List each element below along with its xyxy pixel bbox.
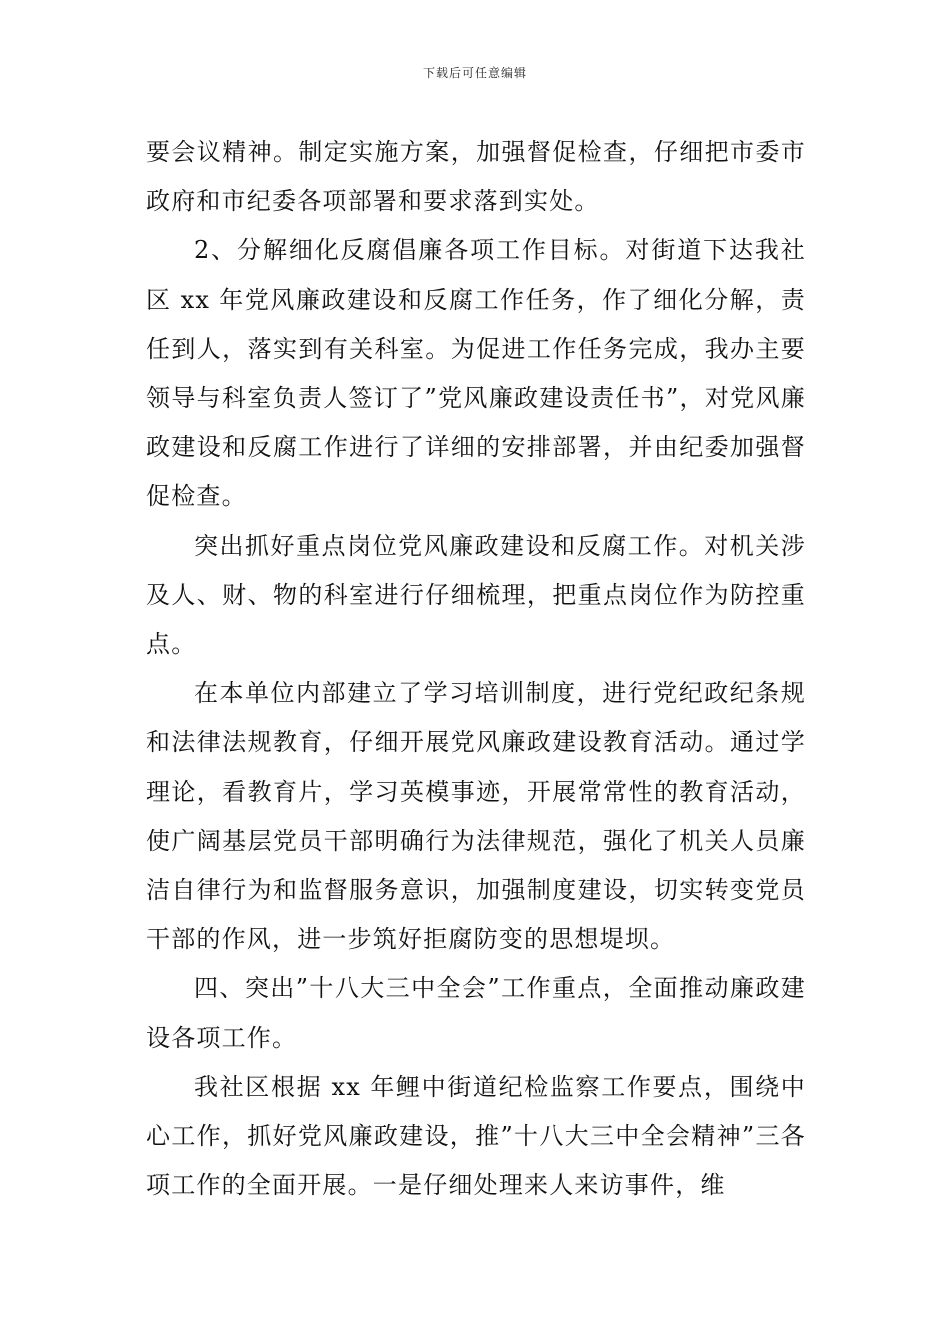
paragraph: 我社区根据 xx 年鲤中街道纪检监察工作要点，围绕中心工作，抓好党风廉政建设，推”十八大三中全会精神”三各项工作的全面开展。一是仔细处理来人来访事件，维 [146, 1072, 806, 1200]
paragraph: 2、分解细化反腐倡廉各项工作目标。对街道下达我社区 xx 年党风廉政建设和反腐工作任务，作了细化分解，责任到人，落实到有关科室。为促进工作任务完成，我办主要领导与科室负责人签订了”党风廉政建设责任书”，对党风廉政建设和反腐工作进行了详细的安排部署，并由纪委加强督促检查。 [146, 236, 806, 511]
section-heading: 四、突出”十八大三中全会”工作重点，全面推动廉政建设各项工作。 [146, 974, 806, 1052]
document-body [146, 128, 806, 1210]
paragraph: 在本单位内部建立了学习培训制度，进行党纪政纪条规和法律法规教育，仔细开展党风廉政建设教育活动。通过学理论，看教育片，学习英模事迹，开展常常性的教育活动，使广阔基层党员干部明确行为法律规范，强化了机关人员廉洁自律行为和监督服务意识，加强制度建设，切实转变党员干部的作风，进一步筑好拒腐防变的思想堤坝。 [146, 679, 806, 954]
page-header: 下载后可任意编辑 [422, 66, 527, 80]
paragraph: 突出抓好重点岗位党风廉政建设和反腐工作。对机关涉及人、财、物的科室进行仔细梳理，把重点岗位作为防控重点。 [146, 531, 806, 659]
paragraph: 要会议精神。制定实施方案，加强督促检查，仔细把市委市政府和市纪委各项部署和要求落到实处。 [146, 138, 806, 216]
